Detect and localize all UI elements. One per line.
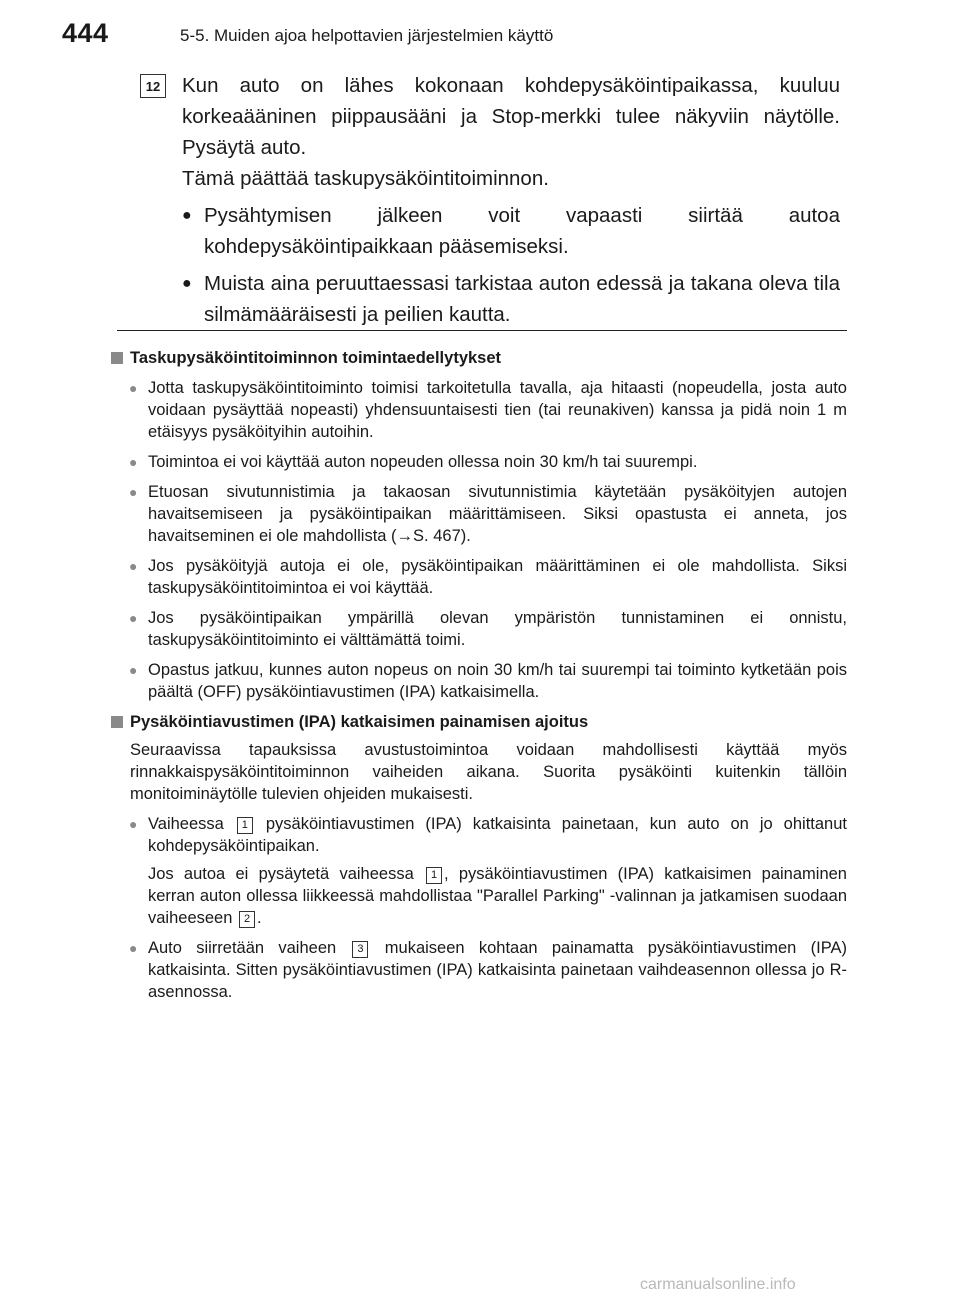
step-body	[182, 70, 840, 330]
note-sub-paragraph: Jos autoa ei pysäytetä vaiheessa 1 , pysäköintiavustimen (IPA) katkaisimen painaminen kerran auton ollessa liikkeessä mahdollistaa "Parallel Parking" -valinnan ja jatkamisen suodaan vaiheeseen 2 .	[148, 865, 847, 927]
note-item: ● Opastus jatkuu, kunnes auton nopeus on noin 30 km/h tai suurempi tai toiminto kytketään pois päältä (OFF) pysäköintiavustimen (IPA) katkaisimella.	[129, 661, 847, 701]
note-intro: Seuraavissa tapauksissa avustustoimintoa voidaan mahdollisesti käyttää myös rinnakkaispysäköintitoiminnon vaiheiden aikana. Suorita pysäköinti kuitenkin tällöin monitoiminäytölle tulevien ohjeiden mukaisesti.	[130, 741, 847, 803]
note-item: ● Etuosan sivutunnistimia ja takaosan sivutunnistimia käytetään pysäköityjen autojen havaitsemiseen ja pysäköintipaikan määrittämiseen. Siksi opastusta ei anneta, jos havaitseminen ei ole mahdollista (→S. 467).	[129, 483, 847, 545]
section-title: 5-5. Muiden ajoa helpottavien järjestelmien käyttö	[180, 26, 554, 45]
step-bullet: ● Muista aina peruuttaessasi tarkistaa auton edessä ja takana oleva tila silmämääräisesti ja peilien kautta.	[182, 268, 840, 330]
step-ref-badge: 1	[426, 867, 442, 884]
bullet-icon: ●	[129, 484, 138, 500]
bullet-icon: ●	[129, 662, 138, 678]
section-divider	[117, 330, 847, 331]
note-item: ● Jos pysäköintipaikan ympärillä olevan ympäristön tunnistaminen ei onnistu, taskupysäköintitoiminto ei välttämättä toimi.	[129, 609, 847, 649]
note-item: ● Jos pysäköityjä autoja ei ole, pysäköintipaikan määrittäminen ei ole mahdollista. Siksi taskupysäköintitoimintoa ei voi käyttää.	[129, 557, 847, 597]
note-item: ● Auto siirretään vaiheen 3 mukaiseen kohtaan painamatta pysäköintiavustimen (IPA) katkaisinta. Sitten pysäköintiavustimen (IPA) katkaisinta painetaan vaihdeasennon ollessa jo R-asennossa.	[129, 939, 848, 1001]
notes-section	[111, 343, 847, 1003]
bullet-icon: ●	[129, 940, 138, 956]
step-text: Kun auto on lähes kokonaan kohdepysäköintipaikassa, kuuluu korkeaääninen piippausääni ja Stop-merkki tulee näkyviin näytölle. Pysäytä auto.	[182, 74, 840, 159]
step-bullet: ● Pysähtymisen jälkeen voit vapaasti siirtää autoa kohdepysäköintipaikkaan pääsemiseksi.	[182, 200, 840, 262]
step-text-secondary: Tämä päättää taskupysäköintitoiminnon.	[182, 167, 549, 190]
bullet-icon: ●	[129, 454, 138, 470]
bullet-icon: ●	[129, 610, 138, 626]
step-12	[140, 70, 840, 330]
bullet-icon: ●	[182, 275, 192, 292]
note-heading: Pysäköintiavustimen (IPA) katkaisimen painamisen ajoitus	[111, 711, 847, 733]
step-ref-badge: 1	[237, 817, 253, 834]
bullet-icon: ●	[182, 207, 192, 224]
step-number-badge: 12	[140, 74, 166, 98]
note-item: ● Vaiheessa 1 pysäköintiavustimen (IPA) katkaisinta painetaan, kun auto on jo ohittanut kohdepysäköintipaikan.	[129, 815, 847, 855]
page-number: 444	[62, 18, 109, 48]
bullet-icon: ●	[129, 380, 138, 396]
step-ref-badge: 2	[239, 911, 255, 928]
note-item: ● Jotta taskupysäköintitoiminto toimisi tarkoitetulla tavalla, aja hitaasti (nopeudella, josta auto voidaan pysäyttää nopeasti) yhdensuuntaisesti tien (tai reunakiven) kanssa ja pidä noin 1 m etäisyys pysäköityihin autoihin.	[129, 379, 847, 441]
square-bullet-icon	[111, 716, 123, 728]
note-item: ● Toimintoa ei voi käyttää auton nopeuden ollessa noin 30 km/h tai suurempi.	[129, 453, 698, 471]
square-bullet-icon	[111, 352, 123, 364]
bullet-icon: ●	[129, 558, 138, 574]
note-heading: Taskupysäköintitoiminnon toimintaedellytykset	[111, 347, 847, 369]
watermark: carmanualsonline.info	[640, 1276, 796, 1293]
step-ref-badge: 3	[352, 941, 368, 958]
bullet-icon: ●	[129, 816, 138, 832]
